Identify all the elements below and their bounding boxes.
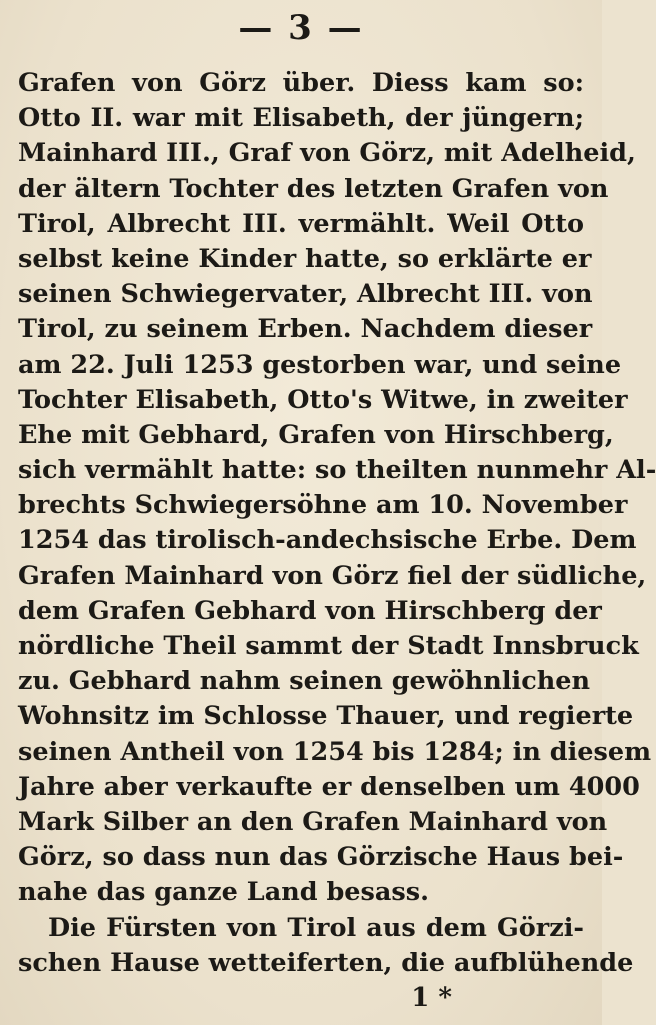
text-line: brechts Schwiegersöhne am 10. November	[18, 490, 628, 521]
text-line: Görz, so dass nun das Görzische Haus bei-	[18, 842, 624, 873]
text-line: seinen Schwiegervater, Albrecht III. von	[18, 279, 593, 310]
text-line: dem Grafen Gebhard von Hirschberg der	[18, 595, 602, 626]
text-line: selbst keine Kinder hatte, so erklärte er	[18, 243, 592, 274]
body-text	[18, 66, 656, 981]
text-line: schen Hause wetteiferten, die aufblühende	[18, 947, 634, 978]
text-line: Jahre aber verkaufte er denselben um 4000	[18, 771, 640, 802]
text-line: Die Fürsten von Tirol aus dem Görzi-	[48, 912, 584, 943]
text-line: Mainhard III., Graf von Görz, mit Adelheid,	[18, 138, 636, 169]
text-line: nördliche Theil sammt der Stadt Innsbruck	[18, 631, 639, 661]
text-line: Ehe mit Gebhard, Grafen von Hirschberg,	[18, 419, 614, 450]
text-line: Tirol, Albrecht III. vermählt. Weil Otto	[18, 208, 584, 239]
text-line: nahe das ganze Land besass.	[18, 877, 429, 908]
text-line: Grafen Mainhard von Görz fiel der südliche,	[18, 560, 647, 591]
text-line: Grafen von Görz über. Diess kam so:	[18, 68, 584, 98]
text-line: seinen Antheil von 1254 bis 1284; in diesem	[18, 736, 652, 767]
text-line: am 22. Juli 1253 gestorben war, und seine	[18, 349, 622, 380]
text-line: zu. Gebhard nahm seinen gewöhnlichen	[18, 666, 591, 697]
text-line: Tochter Elisabeth, Otto's Witwe, in zweiter	[18, 384, 628, 415]
signature-mark: 1 *	[411, 983, 452, 1013]
text-line: Mark Silber an den Grafen Mainhard von	[18, 806, 608, 837]
text-line: Otto II. war mit Elisabeth, der jüngern;	[18, 103, 584, 134]
page-number: — 3 —	[238, 8, 364, 48]
text-line: 1254 das tirolisch-andechsische Erbe. Dem	[18, 525, 637, 556]
text-line: Wohnsitz im Schlosse Thauer, und regierte	[18, 701, 634, 732]
text-line: Tirol, zu seinem Erben. Nachdem dieser	[18, 314, 593, 345]
text-line: der ältern Tochter des letzten Grafen von	[18, 173, 609, 204]
text-line: sich vermählt hatte: so theilten nunmehr Al-	[18, 455, 656, 486]
